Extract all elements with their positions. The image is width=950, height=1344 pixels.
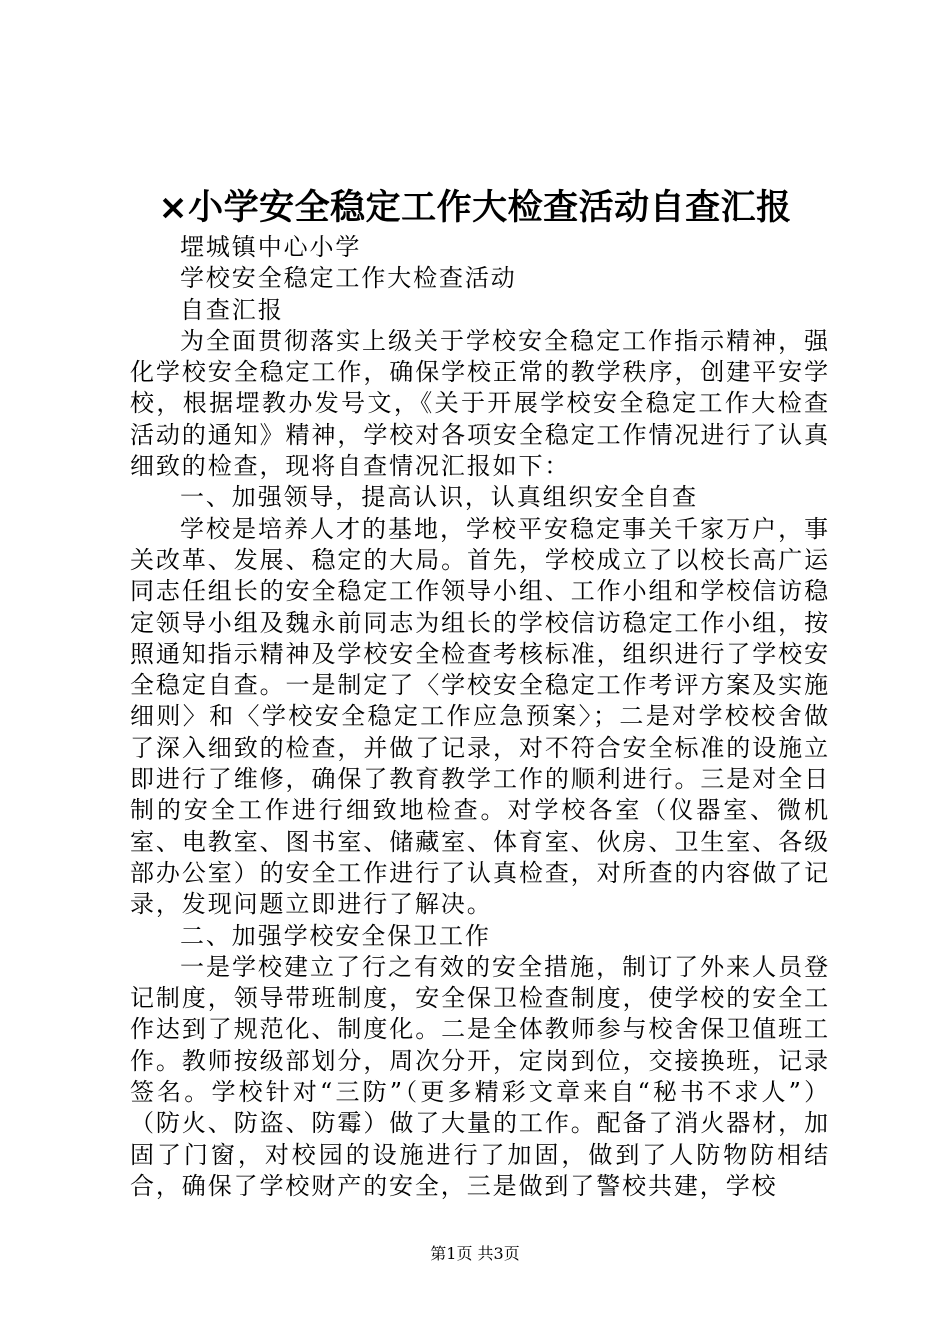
body-paragraph: 学校是培养人才的基地，学校平安稳定事关千家万户，事关改革、发展、稳定的大局。首先，学校成立了以校长高广运同志任组长的安全稳定工作领导小组、工作小组和学校信访稳定领导小组及魏永前同志为组长的学校信访稳定工作小组，按照通知指示精神及学校安全检查考核标准，组织进行了学校安全稳定自查。一是制定了〈学校安全稳定工作考评方案及实施细则〉和〈学校安全稳定工作应急预案〉；二是对学校校舍做了深入细致的检查，并做了记录，对不符合安全标准的设施立即进行了维修，确保了教育教学工作的顺利进行。三是对全日制的安全工作进行细致地检查。对学校各室（仪器室、微机室、电教室、图书室、储藏室、体育室、伙房、卫生室、各级部办公室）的安全工作进行了认真检查，对所查的内容做了记录，发现问题立即进行了解决。 <box>130 514 830 919</box>
document-title: ×小学安全稳定工作大检查活动自查汇报 <box>158 188 792 228</box>
body-paragraph: 一是学校建立了行之有效的安全措施，制订了外来人员登记制度，领导带班制度，安全保卫检查制度，使学校的安全工作达到了规范化、制度化。二是全体教师参与校舍保卫值班工作。教师按级部划分，周次分开，定岗到位，交接换班，记录签名。学校针对“三防”（更多精彩文章来自“秘书不求人”）（防火、防盗、防霉）做了大量的工作。配备了消火器材，加固了门窗，对校园的设施进行了加固，做到了人防物防相结合，确保了学校财产的安全，三是做到了警校共建，学校 <box>130 952 830 1200</box>
page-footer: 第1页 共3页 <box>430 1244 520 1263</box>
heading-line: 学校安全稳定工作大检查活动 <box>180 264 517 293</box>
document-body <box>130 232 830 1202</box>
school-name: 堽城镇中心小学 <box>180 233 362 261</box>
heading-line: 自查汇报 <box>180 295 284 324</box>
body-paragraph: 为全面贯彻落实上级关于学校安全稳定工作指示精神，强化学校安全稳定工作，确保学校正常的教学秩序，创建平安学校，根据堽教办发号文，《关于开展学校安全稳定工作大检查活动的通知》精神，学校对各项安全稳定工作情况进行了认真细致的检查，现将自查情况汇报如下： <box>130 326 830 481</box>
section-heading: 一、加强领导，提高认识，认真组织安全自查 <box>180 483 698 512</box>
section-heading: 二、加强学校安全保卫工作 <box>180 921 491 950</box>
